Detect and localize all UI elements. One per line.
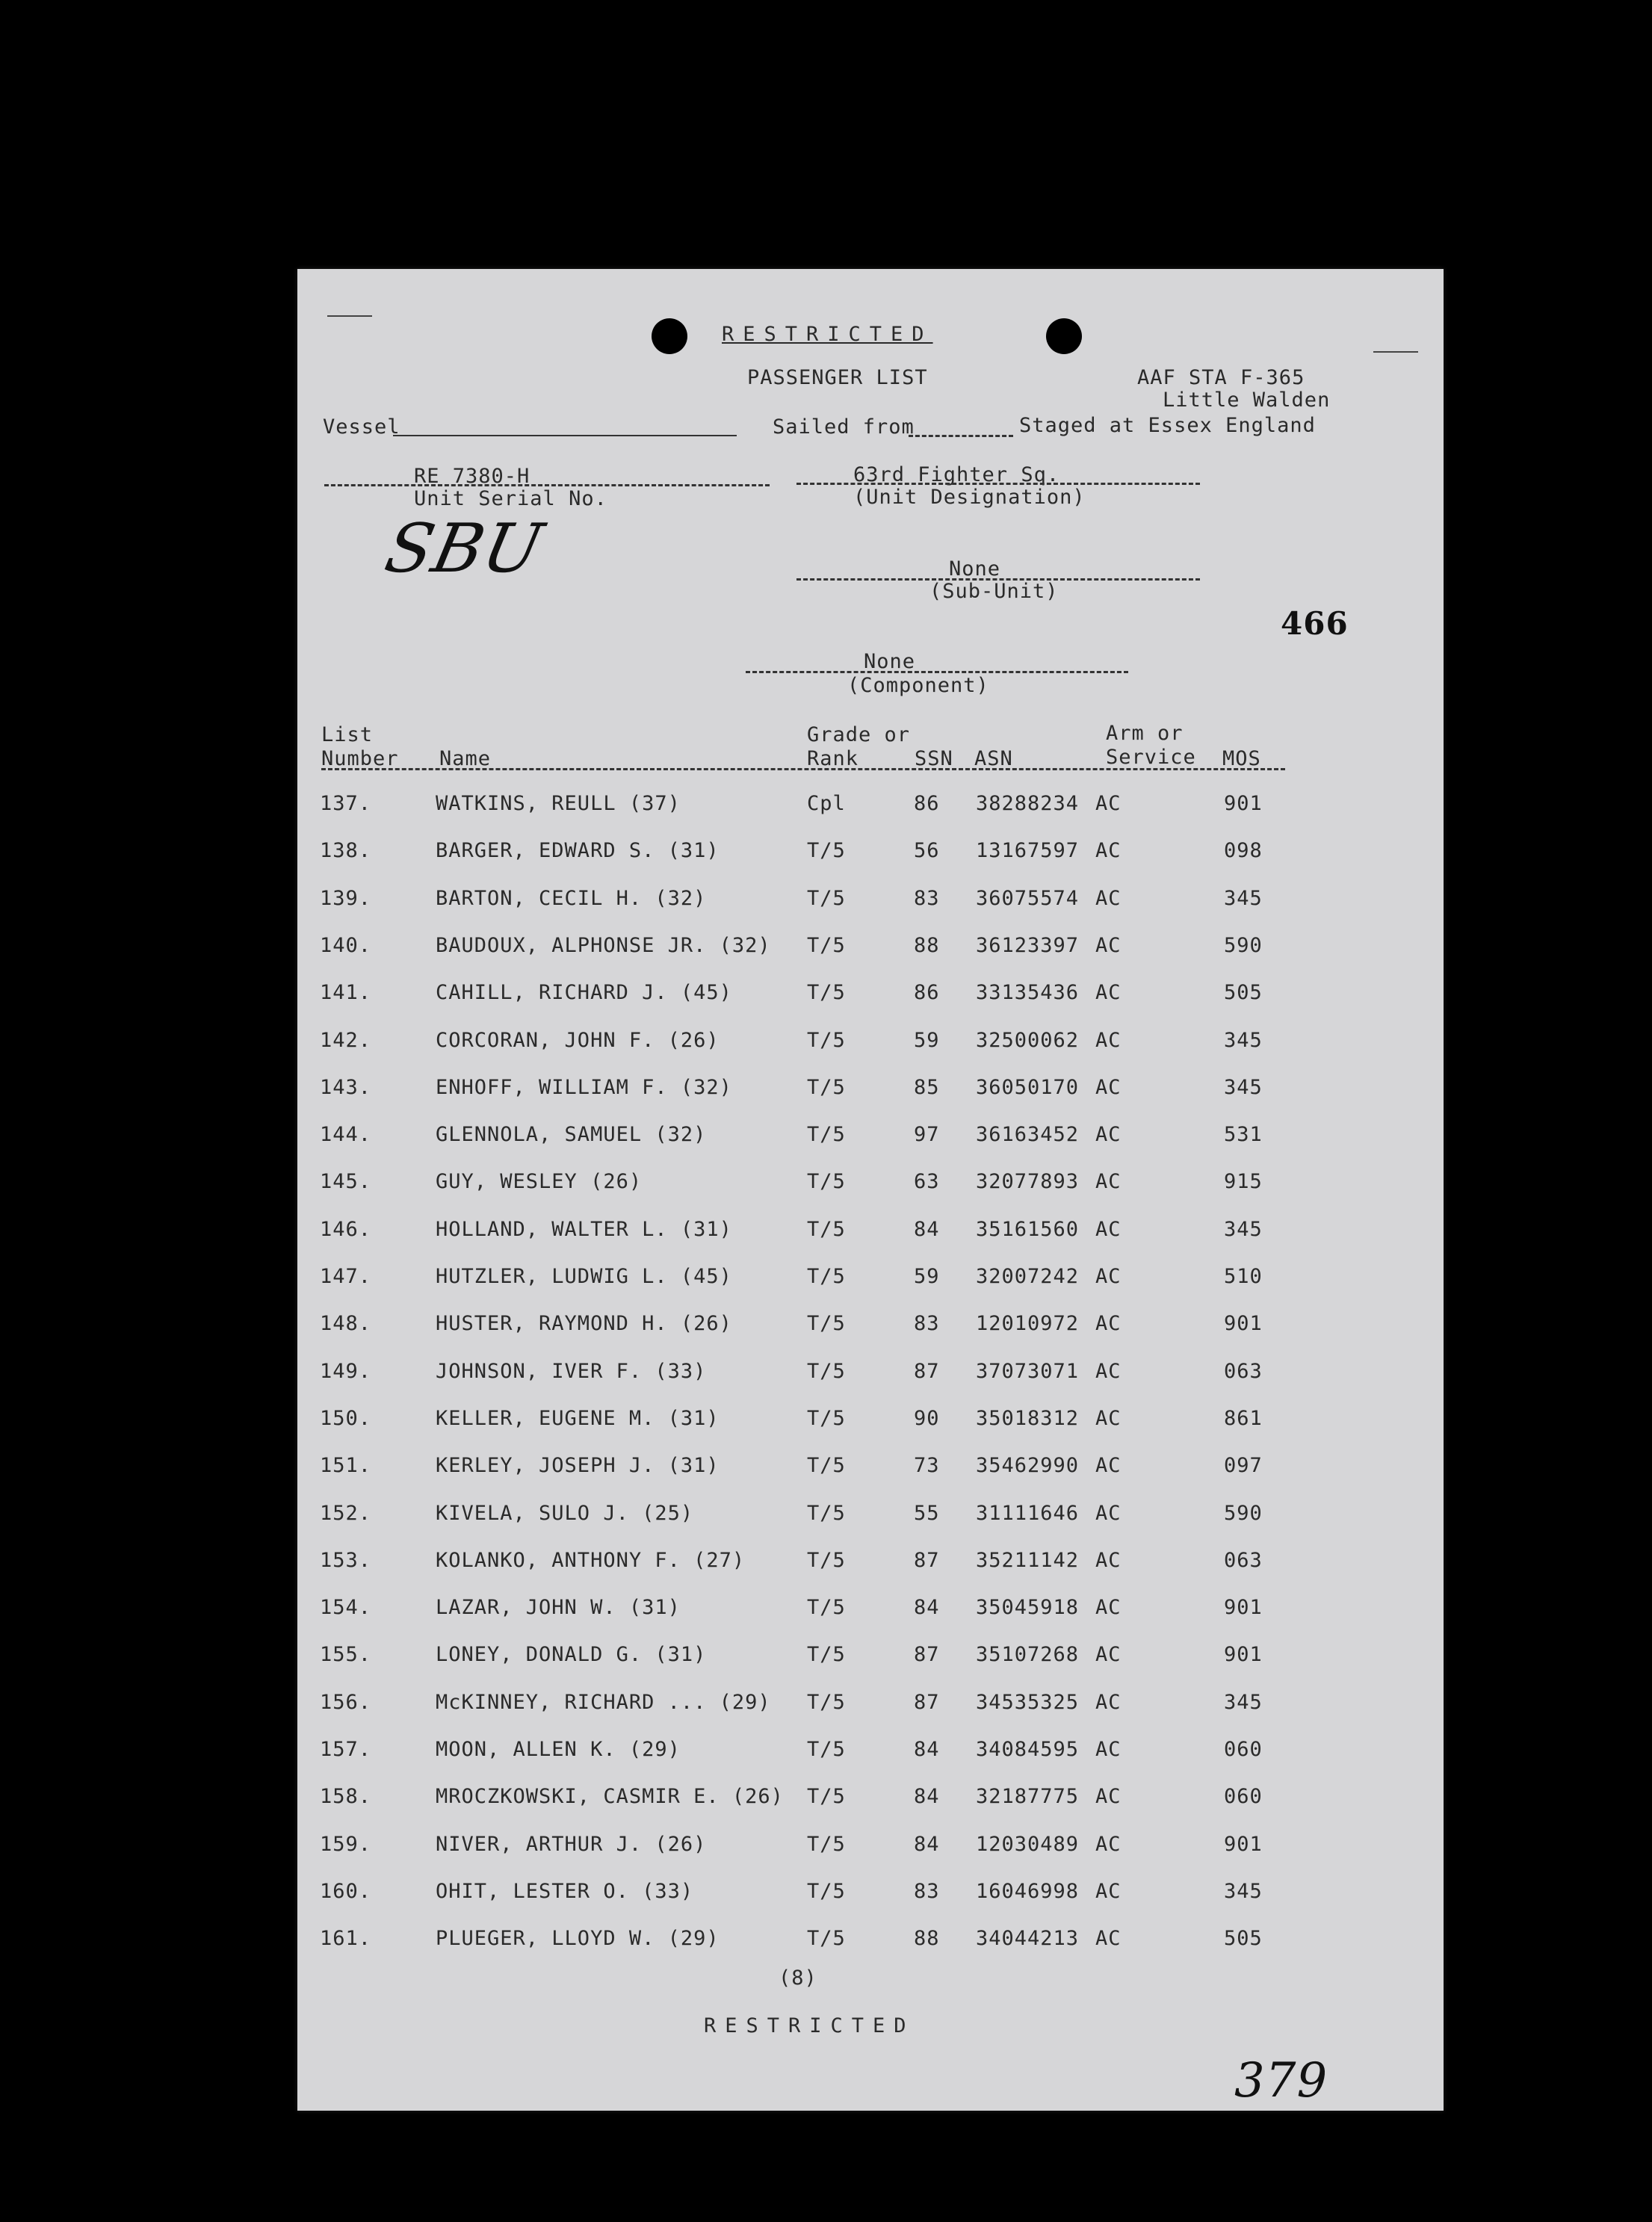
arm-service-cell: AC — [1095, 1502, 1122, 1525]
ssn-cell: 84 — [914, 1596, 940, 1619]
table-row — [297, 1454, 1444, 1481]
header-arm: Arm or — [1106, 722, 1184, 745]
arm-service-cell: AC — [1095, 839, 1122, 862]
passenger-name-cell: JOHNSON, IVER F. (33) — [436, 1360, 707, 1383]
handwritten-folio: 379 — [1234, 2053, 1328, 2108]
header-list: List — [321, 723, 374, 746]
grade-cell: T/5 — [807, 839, 846, 862]
ssn-cell: 86 — [914, 792, 940, 815]
grade-cell: T/5 — [807, 1170, 846, 1193]
page-number: (8) — [779, 1966, 817, 1990]
table-row — [297, 1502, 1444, 1529]
passenger-name-cell: KOLANKO, ANTHONY F. (27) — [436, 1549, 746, 1572]
grade-cell: T/5 — [807, 1785, 846, 1808]
arm-service-cell: AC — [1095, 1880, 1122, 1903]
ssn-cell: 84 — [914, 1738, 940, 1761]
passenger-name-cell: McKINNEY, RICHARD ... (29) — [436, 1691, 771, 1714]
sub-unit-value: None — [949, 557, 1001, 581]
mos-cell: 901 — [1224, 1312, 1263, 1335]
list-number-cell: 141. — [320, 981, 372, 1004]
ssn-cell: 85 — [914, 1076, 940, 1099]
mos-cell: 915 — [1224, 1170, 1263, 1193]
asn-cell: 33135436 — [976, 981, 1080, 1004]
arm-service-cell: AC — [1095, 1596, 1122, 1619]
grade-cell: T/5 — [807, 981, 846, 1004]
passenger-name-cell: LAZAR, JOHN W. (31) — [436, 1596, 681, 1619]
list-number-cell: 137. — [320, 792, 372, 815]
asn-cell: 34084595 — [976, 1738, 1080, 1761]
grade-cell: T/5 — [807, 1738, 846, 1761]
passenger-name-cell: BARTON, CECIL H. (32) — [436, 887, 707, 910]
passenger-name-cell: PLUEGER, LLOYD W. (29) — [436, 1927, 720, 1950]
ssn-cell: 87 — [914, 1549, 940, 1572]
ssn-cell: 59 — [914, 1265, 940, 1288]
list-number-cell: 153. — [320, 1549, 372, 1572]
passenger-name-cell: HUTZLER, LUDWIG L. (45) — [436, 1265, 732, 1288]
mos-cell: 345 — [1224, 1691, 1263, 1714]
header-service: Service — [1106, 746, 1196, 769]
asn-cell: 32500062 — [976, 1029, 1080, 1052]
arm-service-cell: AC — [1095, 1076, 1122, 1099]
arm-service-cell: AC — [1095, 1738, 1122, 1761]
vessel-label: Vessel — [323, 415, 400, 439]
grade-cell: T/5 — [807, 1312, 846, 1335]
list-number-cell: 145. — [320, 1170, 372, 1193]
passenger-name-cell: KERLEY, JOSEPH J. (31) — [436, 1454, 720, 1477]
arm-service-cell: AC — [1095, 1549, 1122, 1572]
header-underline — [321, 768, 1285, 770]
classification-bottom: RESTRICTED — [704, 2014, 915, 2037]
grade-cell: T/5 — [807, 1596, 846, 1619]
arm-service-cell: AC — [1095, 981, 1122, 1004]
ssn-cell: 87 — [914, 1643, 940, 1666]
arm-service-cell: AC — [1095, 1833, 1122, 1856]
list-number-cell: 160. — [320, 1880, 372, 1903]
arm-service-cell: AC — [1095, 1927, 1122, 1950]
mos-cell: 345 — [1224, 1880, 1263, 1903]
arm-service-cell: AC — [1095, 887, 1122, 910]
mos-cell: 901 — [1224, 1643, 1263, 1666]
list-number-cell: 154. — [320, 1596, 372, 1619]
header-ssn: SSN — [915, 747, 953, 770]
classification-top: RESTRICTED — [722, 323, 933, 346]
ssn-cell: 87 — [914, 1691, 940, 1714]
ssn-cell: 83 — [914, 1312, 940, 1335]
table-row — [297, 1549, 1444, 1576]
asn-cell: 36050170 — [976, 1076, 1080, 1099]
passenger-name-cell: BAUDOUX, ALPHONSE JR. (32) — [436, 934, 771, 957]
grade-cell: T/5 — [807, 1691, 846, 1714]
passenger-name-cell: BARGER, EDWARD S. (31) — [436, 839, 720, 862]
ssn-cell: 84 — [914, 1833, 940, 1856]
list-number-cell: 158. — [320, 1785, 372, 1808]
ssn-cell: 86 — [914, 981, 940, 1004]
unit-designation-value: 63rd Fighter Sq. — [853, 463, 1060, 486]
asn-cell: 31111646 — [976, 1502, 1080, 1525]
grade-cell: T/5 — [807, 934, 846, 957]
list-number-cell: 138. — [320, 839, 372, 862]
grade-cell: T/5 — [807, 1360, 846, 1383]
passenger-name-cell: HOLLAND, WALTER L. (31) — [436, 1218, 732, 1241]
document-title: PASSENGER LIST — [747, 366, 928, 389]
table-row — [297, 839, 1444, 866]
ssn-cell: 87 — [914, 1360, 940, 1383]
table-row — [297, 981, 1444, 1008]
table-row — [297, 1927, 1444, 1954]
asn-cell: 35107268 — [976, 1643, 1080, 1666]
grade-cell: T/5 — [807, 1029, 846, 1052]
mos-cell: 060 — [1224, 1785, 1263, 1808]
grade-cell: T/5 — [807, 1076, 846, 1099]
ssn-cell: 84 — [914, 1785, 940, 1808]
passenger-name-cell: LONEY, DONALD G. (31) — [436, 1643, 707, 1666]
ssn-cell: 84 — [914, 1218, 940, 1241]
table-row — [297, 1170, 1444, 1197]
table-row — [297, 1029, 1444, 1056]
mos-cell: 063 — [1224, 1360, 1263, 1383]
asn-cell: 35161560 — [976, 1218, 1080, 1241]
table-row — [297, 1785, 1444, 1812]
asn-cell: 35211142 — [976, 1549, 1080, 1572]
grade-cell: T/5 — [807, 1880, 846, 1903]
mos-cell: 510 — [1224, 1265, 1263, 1288]
ssn-cell: 56 — [914, 839, 940, 862]
mos-cell: 345 — [1224, 887, 1263, 910]
list-number-cell: 143. — [320, 1076, 372, 1099]
ssn-cell: 83 — [914, 1880, 940, 1903]
arm-service-cell: AC — [1095, 1312, 1122, 1335]
list-number-cell: 161. — [320, 1927, 372, 1950]
asn-cell: 12010972 — [976, 1312, 1080, 1335]
grade-cell: T/5 — [807, 1407, 846, 1430]
passenger-name-cell: HUSTER, RAYMOND H. (26) — [436, 1312, 732, 1335]
list-number-cell: 151. — [320, 1454, 372, 1477]
table-row — [297, 934, 1444, 961]
table-row — [297, 1738, 1444, 1765]
mos-cell: 060 — [1224, 1738, 1263, 1761]
list-number-cell: 146. — [320, 1218, 372, 1241]
mos-cell: 345 — [1224, 1029, 1263, 1052]
handwritten-code: SBU — [378, 510, 550, 588]
page-stamp: 466 — [1281, 605, 1349, 642]
grade-cell: T/5 — [807, 1123, 846, 1146]
header-grade: Grade or — [807, 723, 911, 746]
arm-service-cell: AC — [1095, 1218, 1122, 1241]
table-row — [297, 1218, 1444, 1245]
table-row — [297, 1880, 1444, 1907]
mos-cell: 901 — [1224, 1833, 1263, 1856]
ssn-cell: 55 — [914, 1502, 940, 1525]
arm-service-cell: AC — [1095, 1407, 1122, 1430]
component-value: None — [864, 650, 916, 673]
ssn-cell: 59 — [914, 1029, 940, 1052]
grade-cell: T/5 — [807, 1643, 846, 1666]
arm-service-cell: AC — [1095, 1643, 1122, 1666]
list-number-cell: 149. — [320, 1360, 372, 1383]
station-line2: Little Walden — [1163, 389, 1331, 412]
ssn-cell: 97 — [914, 1123, 940, 1146]
asn-cell: 36123397 — [976, 934, 1080, 957]
table-row — [297, 1265, 1444, 1292]
sailed-from-line — [909, 435, 1013, 437]
list-number-cell: 144. — [320, 1123, 372, 1146]
arm-service-cell: AC — [1095, 1360, 1122, 1383]
list-number-cell: 159. — [320, 1833, 372, 1856]
passenger-name-cell: KIVELA, SULO J. (25) — [436, 1502, 694, 1525]
passenger-name-cell: KELLER, EUGENE M. (31) — [436, 1407, 720, 1430]
table-row — [297, 1076, 1444, 1103]
asn-cell: 35018312 — [976, 1407, 1080, 1430]
asn-cell: 16046998 — [976, 1880, 1080, 1903]
grade-cell: T/5 — [807, 1549, 846, 1572]
table-row — [297, 1643, 1444, 1670]
arm-service-cell: AC — [1095, 1170, 1122, 1193]
passenger-name-cell: CORCORAN, JOHN F. (26) — [436, 1029, 720, 1052]
punch-hole-right — [1046, 318, 1082, 354]
list-number-cell: 156. — [320, 1691, 372, 1714]
asn-cell: 35462990 — [976, 1454, 1080, 1477]
list-number-cell: 150. — [320, 1407, 372, 1430]
list-number-cell: 139. — [320, 887, 372, 910]
list-number-cell: 142. — [320, 1029, 372, 1052]
list-number-cell: 152. — [320, 1502, 372, 1525]
vessel-line — [393, 435, 737, 436]
list-number-cell: 155. — [320, 1643, 372, 1666]
mos-cell: 345 — [1224, 1076, 1263, 1099]
table-row — [297, 887, 1444, 914]
ssn-cell: 83 — [914, 887, 940, 910]
staged-at-label: Staged at Essex England — [1019, 414, 1316, 437]
mos-cell: 097 — [1224, 1454, 1263, 1477]
asn-cell: 12030489 — [976, 1833, 1080, 1856]
ssn-cell: 63 — [914, 1170, 940, 1193]
table-row — [297, 1833, 1444, 1860]
mos-cell: 063 — [1224, 1549, 1263, 1572]
grade-cell: T/5 — [807, 1502, 846, 1525]
passenger-name-cell: GLENNOLA, SAMUEL (32) — [436, 1123, 707, 1146]
arm-service-cell: AC — [1095, 1029, 1122, 1052]
passenger-name-cell: NIVER, ARTHUR J. (26) — [436, 1833, 707, 1856]
list-number-cell: 148. — [320, 1312, 372, 1335]
grade-cell: T/5 — [807, 1454, 846, 1477]
table-row — [297, 1360, 1444, 1387]
station-line1: AAF STA F-365 — [1137, 366, 1305, 389]
table-row — [297, 1312, 1444, 1339]
list-number-cell: 157. — [320, 1738, 372, 1761]
ssn-cell: 90 — [914, 1407, 940, 1430]
asn-cell: 34535325 — [976, 1691, 1080, 1714]
passenger-name-cell: MOON, ALLEN K. (29) — [436, 1738, 681, 1761]
mos-cell: 098 — [1224, 839, 1263, 862]
component-label: (Component) — [847, 674, 989, 697]
unit-designation-line — [796, 483, 1200, 485]
arm-service-cell: AC — [1095, 1265, 1122, 1288]
passenger-name-cell: WATKINS, REULL (37) — [436, 792, 681, 815]
asn-cell: 32187775 — [976, 1785, 1080, 1808]
passenger-name-cell: MROCZKOWSKI, CASMIR E. (26) — [436, 1785, 784, 1808]
mos-cell: 901 — [1224, 792, 1263, 815]
grade-cell: T/5 — [807, 1265, 846, 1288]
header-asn: ASN — [974, 747, 1013, 770]
arm-service-cell: AC — [1095, 792, 1122, 815]
edge-mark — [327, 315, 372, 317]
asn-cell: 36163452 — [976, 1123, 1080, 1146]
list-number-cell: 140. — [320, 934, 372, 957]
unit-serial-value: RE 7380-H — [414, 465, 530, 488]
passenger-name-cell: ENHOFF, WILLIAM F. (32) — [436, 1076, 732, 1099]
mos-cell: 901 — [1224, 1596, 1263, 1619]
header-number: Number — [321, 747, 399, 770]
mos-cell: 505 — [1224, 981, 1263, 1004]
sailed-from-label: Sailed from — [773, 415, 915, 439]
grade-cell: Cpl — [807, 792, 846, 815]
asn-cell: 34044213 — [976, 1927, 1080, 1950]
asn-cell: 38288234 — [976, 792, 1080, 815]
arm-service-cell: AC — [1095, 1691, 1122, 1714]
arm-service-cell: AC — [1095, 934, 1122, 957]
passenger-list-page — [297, 269, 1444, 2111]
ssn-cell: 73 — [914, 1454, 940, 1477]
passenger-name-cell: GUY, WESLEY (26) — [436, 1170, 643, 1193]
grade-cell: T/5 — [807, 1218, 846, 1241]
mos-cell: 505 — [1224, 1927, 1263, 1950]
sub-unit-label: (Sub-Unit) — [929, 580, 1059, 603]
header-rank: Rank — [807, 747, 859, 770]
grade-cell: T/5 — [807, 1927, 846, 1950]
arm-service-cell: AC — [1095, 1454, 1122, 1477]
asn-cell: 35045918 — [976, 1596, 1080, 1619]
table-row — [297, 1691, 1444, 1718]
passenger-name-cell: CAHILL, RICHARD J. (45) — [436, 981, 732, 1004]
ssn-cell: 88 — [914, 934, 940, 957]
mos-cell: 590 — [1224, 1502, 1263, 1525]
edge-mark — [1373, 351, 1418, 353]
asn-cell: 37073071 — [976, 1360, 1080, 1383]
component-line — [746, 671, 1128, 673]
mos-cell: 590 — [1224, 934, 1263, 957]
asn-cell: 13167597 — [976, 839, 1080, 862]
asn-cell: 32007242 — [976, 1265, 1080, 1288]
header-name: Name — [439, 747, 492, 770]
table-row — [297, 792, 1444, 819]
unit-serial-line — [324, 484, 770, 486]
header-mos: MOS — [1222, 747, 1261, 770]
mos-cell: 861 — [1224, 1407, 1263, 1430]
table-row — [297, 1596, 1444, 1623]
list-number-cell: 147. — [320, 1265, 372, 1288]
mos-cell: 345 — [1224, 1218, 1263, 1241]
asn-cell: 36075574 — [976, 887, 1080, 910]
table-row — [297, 1123, 1444, 1150]
ssn-cell: 88 — [914, 1927, 940, 1950]
arm-service-cell: AC — [1095, 1785, 1122, 1808]
grade-cell: T/5 — [807, 1833, 846, 1856]
table-row — [297, 1407, 1444, 1434]
arm-service-cell: AC — [1095, 1123, 1122, 1146]
grade-cell: T/5 — [807, 887, 846, 910]
punch-hole-left — [652, 318, 687, 354]
unit-designation-label: (Unit Designation) — [853, 486, 1086, 509]
mos-cell: 531 — [1224, 1123, 1263, 1146]
asn-cell: 32077893 — [976, 1170, 1080, 1193]
unit-serial-label: Unit Serial No. — [414, 487, 607, 510]
passenger-name-cell: OHIT, LESTER O. (33) — [436, 1880, 694, 1903]
